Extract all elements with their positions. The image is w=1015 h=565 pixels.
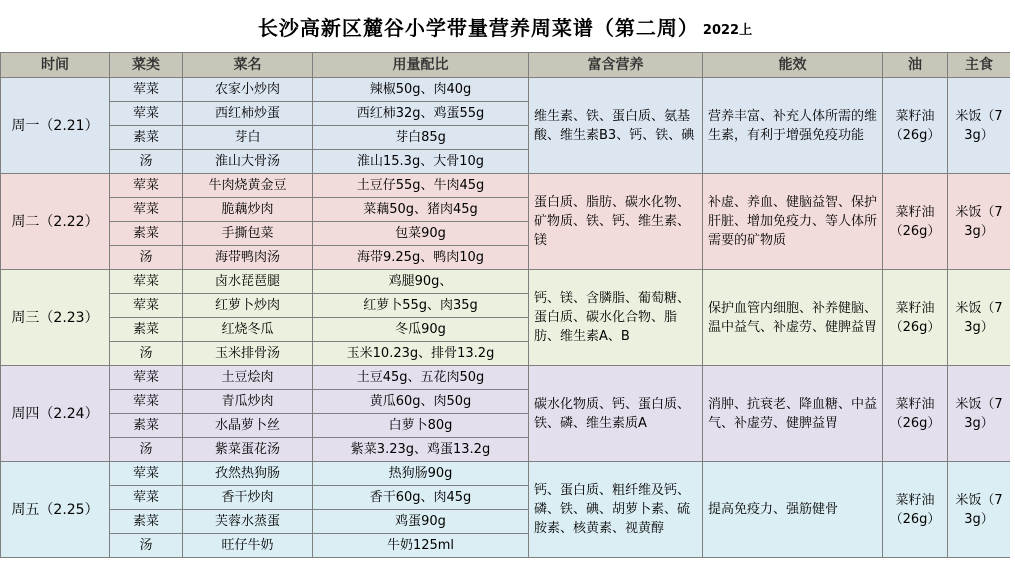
table-row [1, 270, 1011, 294]
dish-name: 芽白 [183, 126, 313, 150]
efficacy-cell: 营养丰富、补充人体所需的维生素，有利于增强免疫功能 [703, 78, 883, 174]
nutrition-cell: 维生素、铁、蛋白质、氨基酸、维生素B3、钙、铁、碘 [529, 78, 703, 174]
dish-name: 香干炒肉 [183, 486, 313, 510]
dish-category: 荤菜 [110, 294, 183, 318]
dish-category: 荤菜 [110, 486, 183, 510]
dish-amount: 鸡蛋90g [313, 510, 529, 534]
dish-name: 青瓜炒肉 [183, 390, 313, 414]
dish-amount: 黄瓜60g、肉50g [313, 390, 529, 414]
oil-cell: 菜籽油（26g） [883, 78, 948, 174]
header-row [1, 53, 1011, 78]
efficacy-cell: 消肿、抗衰老、降血糖、中益气、补虚劳、健脾益胃 [703, 366, 883, 462]
day-cell: 周四（2.24） [1, 366, 110, 462]
oil-cell: 菜籽油（26g） [883, 366, 948, 462]
dish-category: 荤菜 [110, 78, 183, 102]
dish-category: 荤菜 [110, 390, 183, 414]
dish-name: 海带鸭肉汤 [183, 246, 313, 270]
table-row [1, 366, 1011, 390]
dish-amount: 芽白85g [313, 126, 529, 150]
dish-category: 荤菜 [110, 270, 183, 294]
dish-category: 素菜 [110, 318, 183, 342]
table-row [1, 174, 1011, 198]
oil-cell: 菜籽油（26g） [883, 462, 948, 558]
dish-amount: 包菜90g [313, 222, 529, 246]
dish-amount: 西红柿32g、鸡蛋55g [313, 102, 529, 126]
header-nutrition: 富含营养 [529, 53, 703, 78]
dish-name: 土豆烩肉 [183, 366, 313, 390]
dish-amount: 玉米10.23g、排骨13.2g [313, 342, 529, 366]
header-efficacy: 能效 [703, 53, 883, 78]
dish-name: 紫菜蛋花汤 [183, 438, 313, 462]
dish-name: 西红柿炒蛋 [183, 102, 313, 126]
oil-cell: 菜籽油（26g） [883, 270, 948, 366]
nutrition-cell: 钙、镁、含膦脂、葡萄糖、蛋白质、碳水化合物、脂肪、维生素A、B [529, 270, 703, 366]
title-row [0, 0, 1011, 53]
dish-name: 农家小炒肉 [183, 78, 313, 102]
nutrition-cell: 碳水化物质、钙、蛋白质、铁、磷、维生素质A [529, 366, 703, 462]
day-cell: 周五（2.25） [1, 462, 110, 558]
header-staple: 主食 [948, 53, 1011, 78]
nutrition-cell: 蛋白质、脂肪、碳水化物、矿物质、铁、钙、维生素、镁 [529, 174, 703, 270]
oil-cell: 菜籽油（26g） [883, 174, 948, 270]
dish-amount: 牛奶125ml [313, 534, 529, 558]
dish-amount: 菜藕50g、猪肉45g [313, 198, 529, 222]
title-suffix: 2022上 [702, 22, 753, 38]
staple-cell: 米饭（73g） [948, 270, 1011, 366]
dish-category: 汤 [110, 246, 183, 270]
menu-body [1, 78, 1011, 558]
dish-name: 淮山大骨汤 [183, 150, 313, 174]
dish-category: 素菜 [110, 510, 183, 534]
header-category: 菜类 [110, 53, 183, 78]
dish-amount: 淮山15.3g、大骨10g [313, 150, 529, 174]
staple-cell: 米饭（73g） [948, 366, 1011, 462]
day-cell: 周二（2.22） [1, 174, 110, 270]
dish-category: 汤 [110, 342, 183, 366]
dish-amount: 海带9.25g、鸭肉10g [313, 246, 529, 270]
header-time: 时间 [1, 53, 110, 78]
staple-cell: 米饭（73g） [948, 78, 1011, 174]
dish-amount: 辣椒50g、肉40g [313, 78, 529, 102]
dish-amount: 土豆45g、五花肉50g [313, 366, 529, 390]
page-title: 长沙高新区麓谷小学带量营养周菜谱（第二周） [257, 15, 699, 40]
header-oil: 油 [883, 53, 948, 78]
table-row [1, 462, 1011, 486]
dish-name: 芙蓉水蒸蛋 [183, 510, 313, 534]
dish-amount: 白萝卜80g [313, 414, 529, 438]
dish-name: 水晶萝卜丝 [183, 414, 313, 438]
dish-category: 荤菜 [110, 102, 183, 126]
day-cell: 周三（2.23） [1, 270, 110, 366]
dish-category: 素菜 [110, 414, 183, 438]
dish-category: 荤菜 [110, 366, 183, 390]
dish-amount: 紫菜3.23g、鸡蛋13.2g [313, 438, 529, 462]
efficacy-cell: 补虚、养血、健脑益智、保护肝脏、增加免疫力、等人体所需要的矿物质 [703, 174, 883, 270]
dish-amount: 香干60g、肉45g [313, 486, 529, 510]
dish-category: 素菜 [110, 126, 183, 150]
dish-category: 汤 [110, 438, 183, 462]
staple-cell: 米饭（73g） [948, 462, 1011, 558]
dish-name: 玉米排骨汤 [183, 342, 313, 366]
dish-amount: 红萝卜55g、肉35g [313, 294, 529, 318]
dish-name: 旺仔牛奶 [183, 534, 313, 558]
sheet-edge [1010, 0, 1015, 565]
dish-category: 荤菜 [110, 174, 183, 198]
dish-amount: 热狗肠90g [313, 462, 529, 486]
dish-name: 牛肉烧黄金豆 [183, 174, 313, 198]
staple-cell: 米饭（73g） [948, 174, 1011, 270]
dish-name: 卤水琵琶腿 [183, 270, 313, 294]
dish-name: 手撕包菜 [183, 222, 313, 246]
efficacy-cell: 提高免疫力、强筋健骨 [703, 462, 883, 558]
dish-category: 荤菜 [110, 198, 183, 222]
dish-amount: 鸡腿90g、 [313, 270, 529, 294]
header-amount: 用量配比 [313, 53, 529, 78]
dish-name: 红萝卜炒肉 [183, 294, 313, 318]
menu-table [0, 52, 1011, 558]
dish-category: 汤 [110, 534, 183, 558]
nutrition-cell: 钙、蛋白质、粗纤维及钙、磷、铁、碘、胡萝卜素、硫胺素、核黄素、视黄醇 [529, 462, 703, 558]
header-dish-name: 菜名 [183, 53, 313, 78]
dish-category: 汤 [110, 150, 183, 174]
dish-category: 素菜 [110, 222, 183, 246]
dish-name: 脆藕炒肉 [183, 198, 313, 222]
dish-category: 荤菜 [110, 462, 183, 486]
dish-name: 红烧冬瓜 [183, 318, 313, 342]
day-cell: 周一（2.21） [1, 78, 110, 174]
dish-amount: 土豆仔55g、牛肉45g [313, 174, 529, 198]
dish-amount: 冬瓜90g [313, 318, 529, 342]
efficacy-cell: 保护血管内细胞、补养健脑、温中益气、补虚劳、健脾益胃 [703, 270, 883, 366]
dish-name: 孜然热狗肠 [183, 462, 313, 486]
table-row [1, 78, 1011, 102]
